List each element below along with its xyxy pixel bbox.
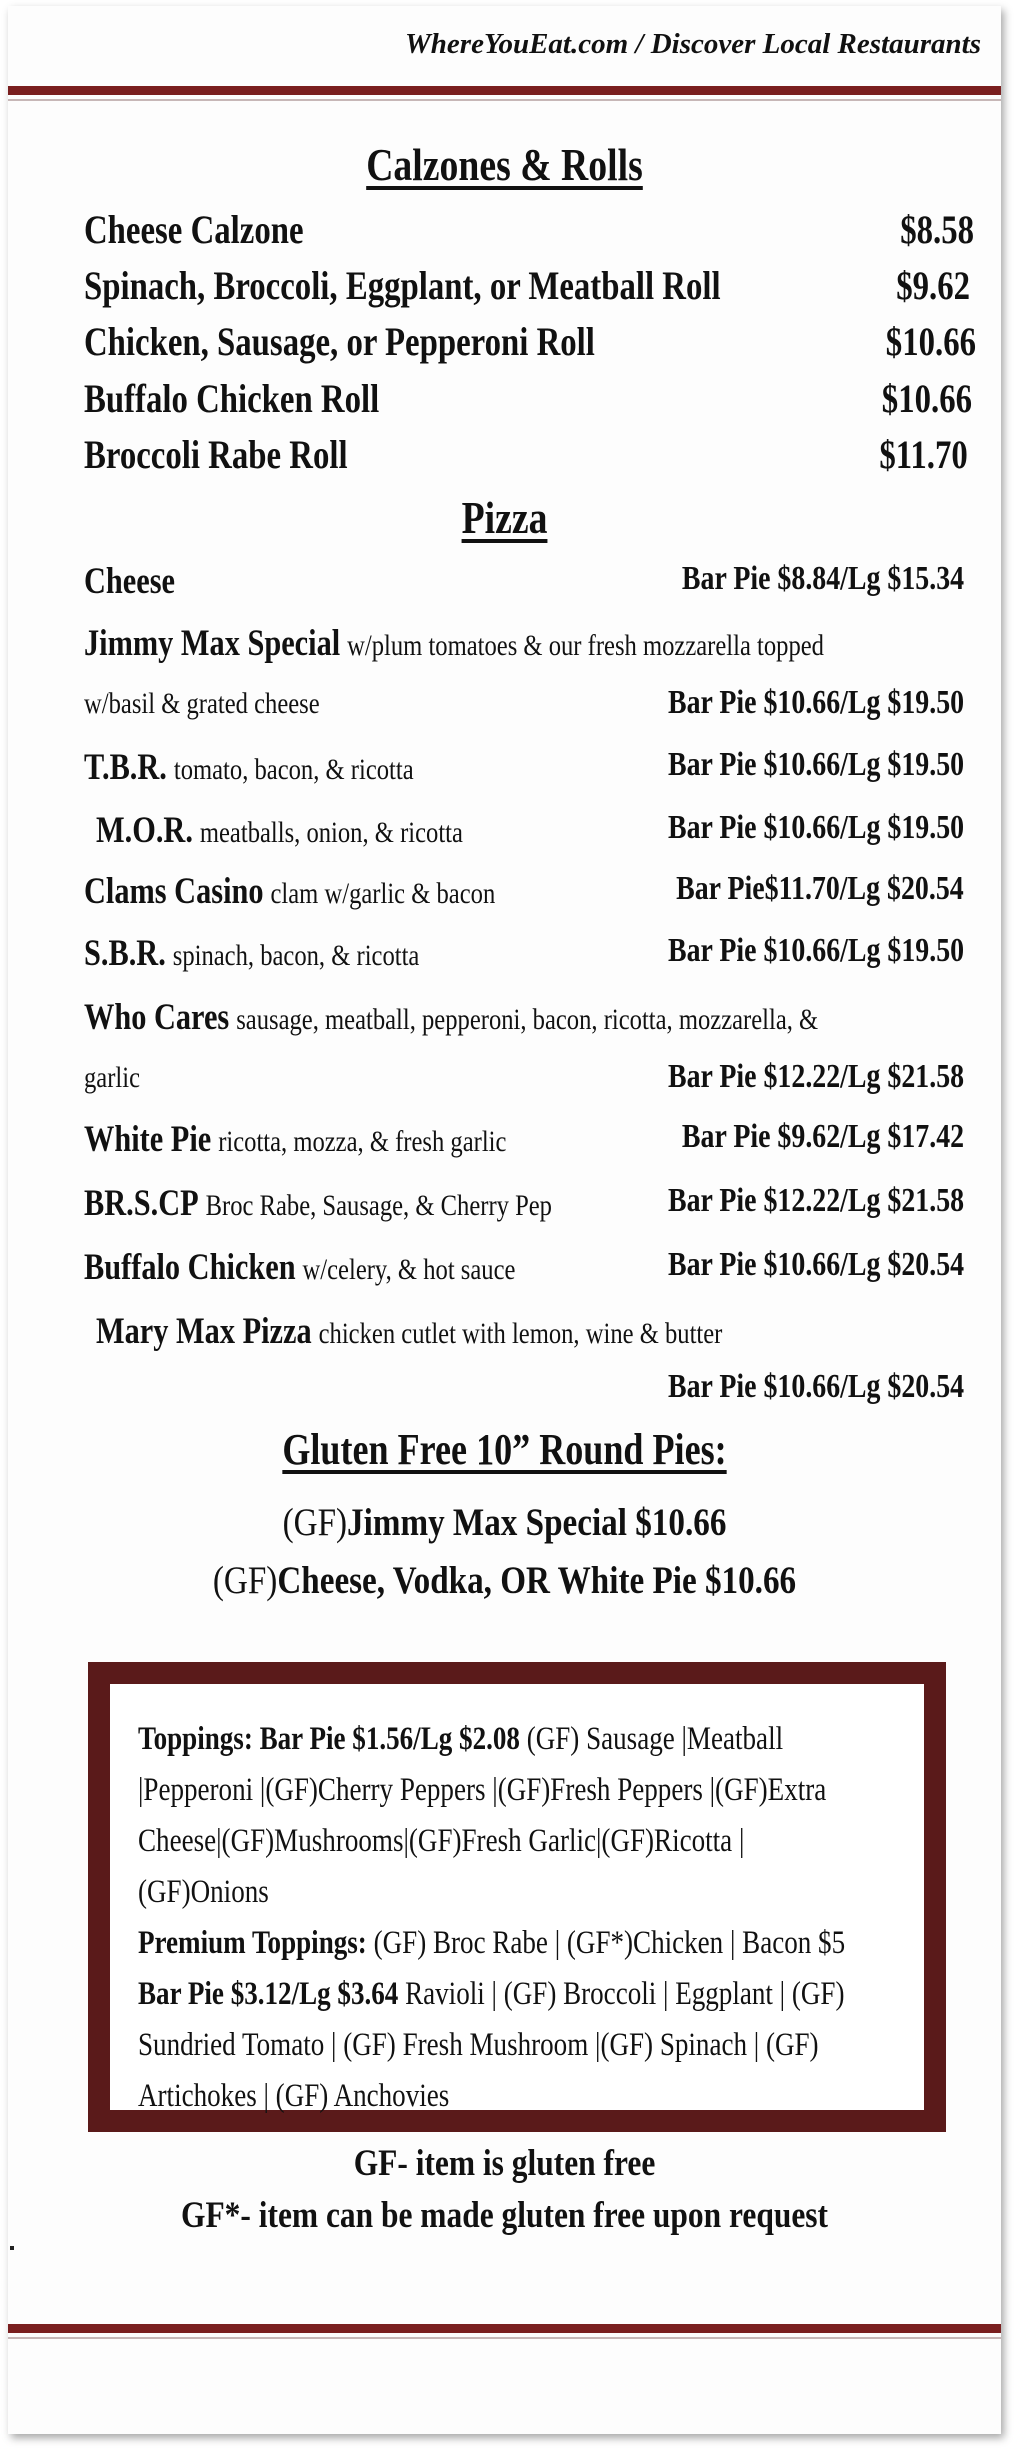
item-name: Buffalo Chicken Roll: [84, 376, 380, 421]
premium-toppings-price: Bar Pie $3.12/Lg $3.64: [138, 1976, 399, 2012]
item-name: T.B.R.: [84, 747, 167, 788]
item-name: M.O.R.: [96, 810, 193, 851]
item-description: sausage, meatball, pepperoni, bacon, ricotta, mozzarella, &: [236, 1003, 819, 1036]
item-name: Broccoli Rabe Roll: [84, 432, 348, 477]
gf-item: [82, 1558, 926, 1603]
menu-item: [96, 809, 964, 853]
item-price: Bar Pie $10.66/Lg $20.54: [667, 1368, 964, 1405]
item-name: White Pie: [84, 1119, 212, 1160]
item-description: w/plum tomatoes & our fresh mozzarella topped: [347, 629, 824, 662]
item-description: garlic: [84, 1061, 141, 1094]
item-name: Clams Casino: [84, 871, 264, 912]
menu-item: [84, 746, 964, 790]
item-description: chicken cutlet with lemon, wine & butter: [318, 1317, 723, 1350]
item-price: Bar Pie $10.66/Lg $19.50: [667, 684, 964, 721]
menu-item: [84, 870, 964, 914]
item-description: spinach, bacon, & ricotta: [172, 939, 420, 972]
menu-item: [84, 375, 972, 425]
item-price: $8.58: [900, 207, 974, 252]
menu-item: [84, 262, 970, 312]
gf-item-text: Cheese, Vodka, OR White Pie $10.66: [277, 1559, 797, 1602]
item-description: w/basil & grated cheese: [84, 687, 320, 720]
menu-item: [84, 996, 964, 1040]
item-name: Mary Max Pizza: [96, 1311, 312, 1352]
item-price: Bar Pie $9.62/Lg $17.42: [681, 1118, 964, 1155]
calzones-heading: Calzones & Rolls: [366, 139, 643, 190]
item-description: tomato, bacon, & ricotta: [173, 753, 414, 786]
item-price: Bar Pie $12.22/Lg $21.58: [667, 1058, 964, 1095]
menu-item: [84, 318, 976, 368]
item-price: $10.66: [885, 319, 976, 364]
gf-prefix: (GF): [212, 1559, 278, 1602]
item-name: Chicken, Sausage, or Pepperoni Roll: [84, 319, 595, 364]
premium-toppings-label: Premium Toppings:: [138, 1925, 367, 1961]
item-description: meatballs, onion, & ricotta: [199, 816, 463, 849]
item-name: Jimmy Max Special: [84, 623, 341, 664]
menu-item: [84, 1182, 964, 1226]
item-description: ricotta, mozza, & fresh garlic: [218, 1125, 507, 1158]
premium-toppings-list-continued: Ravioli | (GF) Broccoli | Eggplant | (GF) Sundried Tomato | (GF) Fresh Mushroom |(GF) Spinach | (GF) Artichokes | (GF) Anchovies: [138, 1976, 845, 2114]
gf-star-note: GF*- item can be made gluten free upon request: [180, 2195, 829, 2236]
menu-item: [84, 206, 974, 256]
menu-item-continued: [84, 1368, 964, 1412]
pizza-heading: Pizza: [461, 492, 548, 543]
item-price: Bar Pie $10.66/Lg $19.50: [667, 809, 964, 846]
item-price: Bar Pie $10.66/Lg $19.50: [667, 932, 964, 969]
toppings-text: [138, 1714, 860, 2122]
toppings-label: Toppings: Bar Pie $1.56/Lg $2.08: [138, 1721, 520, 1757]
gf-item-text: Jimmy Max Special $10.66: [347, 1501, 727, 1544]
item-description: clam w/garlic & bacon: [270, 877, 496, 910]
item-description: Broc Rabe, Sausage, & Cherry Pep: [205, 1189, 552, 1222]
item-description: w/celery, & hot sauce: [302, 1253, 516, 1286]
item-name: Buffalo Chicken: [84, 1247, 296, 1288]
menu-item-continued: [84, 1058, 964, 1102]
premium-toppings-list: (GF) Broc Rabe | (GF*)Chicken | Bacon $5: [373, 1925, 846, 1961]
item-name: Cheese: [84, 561, 175, 602]
gf-item: [82, 1500, 926, 1545]
site-header[interactable]: WhereYouEat.com / Discover Local Restaurants: [405, 28, 981, 60]
menu-item: [84, 1246, 964, 1290]
menu-item: [96, 1310, 964, 1354]
menu-page: [8, 6, 1001, 2434]
gf-prefix: (GF): [282, 1501, 348, 1544]
menu-item: [84, 622, 964, 666]
gf-note: GF- item is gluten free: [353, 2143, 656, 2184]
item-name: Who Cares: [84, 997, 230, 1038]
item-price: Bar Pie $8.84/Lg $15.34: [681, 560, 964, 597]
menu-item: [84, 932, 964, 976]
item-price: $10.66: [881, 376, 972, 421]
item-name: Cheese Calzone: [84, 207, 304, 252]
item-price: Bar Pie $10.66/Lg $19.50: [667, 746, 964, 783]
top-divider: [8, 86, 1001, 101]
scan-speck: [10, 2246, 14, 2250]
menu-item: [84, 560, 964, 604]
item-price: Bar Pie $10.66/Lg $20.54: [667, 1246, 964, 1283]
item-price: $11.70: [879, 432, 968, 477]
item-name: S.B.R.: [84, 933, 166, 974]
item-price: Bar Pie$11.70/Lg $20.54: [676, 870, 964, 907]
menu-item: [84, 431, 968, 481]
menu-item-continued: [84, 684, 964, 728]
toppings-list: (GF) Sausage |Meatball |Pepperoni |(GF)Cherry Peppers |(GF)Fresh Peppers |(GF)Extra Cheese|(GF)Mushrooms|(GF)Fresh Garlic|(GF)Ricotta |(GF)Onions: [138, 1721, 827, 1910]
item-name: BR.S.CP: [84, 1183, 199, 1224]
item-name: Spinach, Broccoli, Eggplant, or Meatball Roll: [84, 263, 721, 308]
gluten-free-heading: Gluten Free 10” Round Pies:: [282, 1425, 727, 1474]
toppings-box: [88, 1662, 946, 2132]
bottom-divider: [8, 2324, 1001, 2339]
item-price: $9.62: [896, 263, 970, 308]
menu-item: [84, 1118, 964, 1162]
item-price: Bar Pie $12.22/Lg $21.58: [667, 1182, 964, 1219]
